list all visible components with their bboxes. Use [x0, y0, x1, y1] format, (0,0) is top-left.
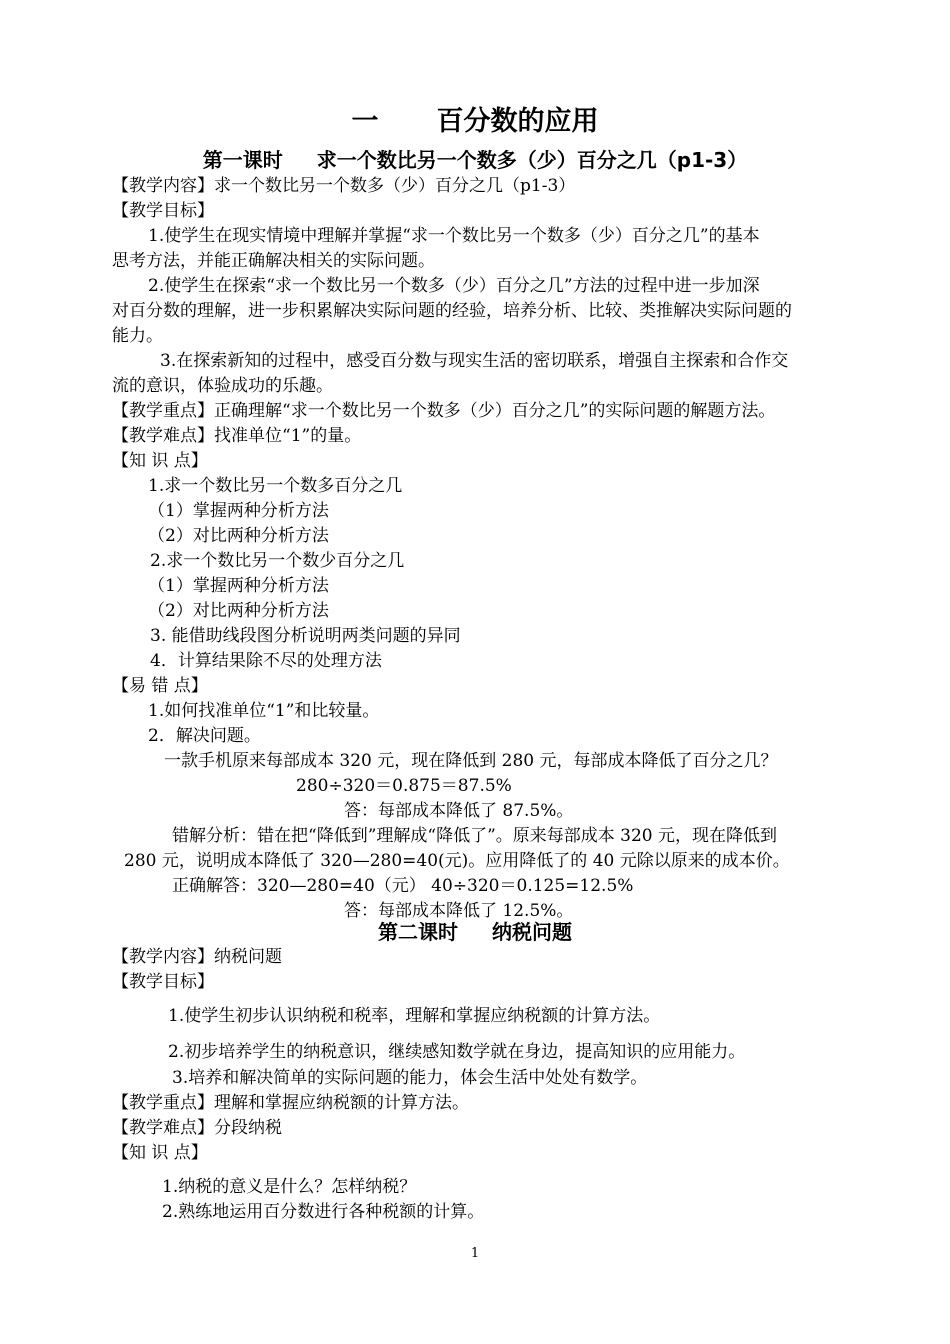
lesson1-goal2-line2: 对百分数的理解，进一步积累解决实际问题的经验，培养分析、比较、类推解决实际问题的: [112, 301, 792, 321]
lesson2-knowledge-2: 2.熟练地运用百分数进行各种税额的计算。: [162, 1202, 485, 1222]
lesson1-heading-label: 第一课时: [202, 148, 283, 172]
lesson1-content: 【教学内容】求一个数比另一个数多（少）百分之几（p1-3）: [112, 176, 576, 196]
lesson2-goal1: 1.使学生初步认识纳税和税率，理解和掌握应纳税额的计算方法。: [168, 1006, 661, 1026]
lesson2-key-point: 【教学重点】理解和掌握应纳税额的计算方法。: [112, 1093, 469, 1113]
chapter-title: [0, 104, 950, 140]
page-number: 1: [470, 1246, 480, 1261]
lesson1-correct-calc: 正确解答：320—280=40（元） 40÷320＝0.125=12.5%: [172, 876, 634, 896]
lesson2-knowledge-1: 1.纳税的意义是什么？怎样纳税？: [162, 1177, 417, 1197]
lesson2-content: 【教学内容】纳税问题: [112, 947, 282, 967]
lesson1-goal2-line1: 2.使学生在探索“求一个数比另一个数多（少）百分之几”方法的过程中进一步加深: [148, 276, 760, 296]
lesson1-error-1: 1.如何找准单位“1”和比较量。: [148, 701, 380, 721]
lesson1-wrong-answer: 答：每部成本降低了 87.5%。: [344, 801, 574, 821]
lesson1-goals-label: 【教学目标】: [112, 201, 214, 221]
lesson2-knowledge-label: 【知 识 点】: [112, 1143, 208, 1163]
lesson1-heading: [0, 146, 950, 174]
lesson1-goal2-line3: 能力。: [112, 326, 163, 346]
lesson1-key-point: 【教学重点】正确理解“求一个数比另一个数多（少）百分之几”的实际问题的解题方法。: [112, 401, 776, 421]
lesson1-error-2: 2．解决问题。: [148, 726, 261, 746]
lesson1-goal1-line2: 思考方法，并能正确解决相关的实际问题。: [112, 251, 435, 271]
chapter-title-text: 百分数的应用: [436, 106, 599, 137]
lesson1-knowledge-label: 【知 识 点】: [112, 451, 208, 471]
lesson2-goal2: 2.初步培养学生的纳税意识，继续感知数学就在身边，提高知识的应用能力。: [168, 1042, 746, 1062]
lesson1-knowledge-3: 3. 能借助线段图分析说明两类问题的异同: [150, 626, 461, 646]
lesson1-goal3-line2: 流的意识，体验成功的乐趣。: [112, 376, 333, 396]
lesson1-knowledge-2: 2.求一个数比另一个数少百分之几: [150, 551, 405, 571]
lesson1-errors-label: 【易 错 点】: [112, 676, 208, 696]
lesson1-analysis-line2: 280 元，说明成本降低了 320—280=40(元)。应用降低了的 40 元除以原来的成本价。: [124, 851, 790, 871]
lesson1-knowledge-1a: （1）掌握两种分析方法: [148, 501, 329, 521]
lesson1-wrong-calc: 280÷320＝0.875＝87.5%: [296, 776, 512, 796]
lesson1-difficult-point: 【教学难点】找准单位“1”的量。: [112, 426, 362, 446]
lesson1-goal1-line1: 1.使学生在现实情境中理解并掌握“求一个数比另一个数多（少）百分之几”的基本: [148, 226, 760, 246]
lesson2-goals-label: 【教学目标】: [112, 972, 214, 992]
lesson2-heading-topic: 纳税问题: [492, 920, 572, 944]
lesson2-heading-label: 第二课时: [378, 920, 458, 944]
lesson1-knowledge-2a: （1）掌握两种分析方法: [148, 576, 329, 596]
lesson2-difficult-point: 【教学难点】分段纳税: [112, 1118, 282, 1138]
chapter-number: 一: [351, 106, 379, 137]
lesson1-knowledge-1b: （2）对比两种分析方法: [148, 526, 329, 546]
lesson1-correct-answer: 答：每部成本降低了 12.5%。: [344, 901, 574, 921]
lesson1-problem: 一款手机原来每部成本 320 元，现在降低到 280 元，每部成本降低了百分之几？: [164, 751, 778, 771]
lesson1-knowledge-2b: （2）对比两种分析方法: [148, 601, 329, 621]
lesson1-knowledge-4: 4．计算结果除不尽的处理方法: [150, 651, 382, 671]
lesson1-knowledge-1: 1.求一个数比另一个数多百分之几: [148, 476, 403, 496]
lesson1-heading-topic: 求一个数比另一个数多（少）百分之几（p1-3）: [316, 148, 748, 172]
lesson1-goal3-line1: 3.在探索新知的过程中，感受百分数与现实生活的密切联系，增强自主探索和合作交: [160, 351, 789, 371]
lesson2-goal3: 3.培养和解决简单的实际问题的能力，体会生活中处处有数学。: [172, 1068, 648, 1088]
lesson1-analysis-line1: 错解分析：错在把“降低到”理解成“降低了”。原来每部成本 320 元，现在降低到: [172, 826, 778, 846]
lesson2-heading: [0, 918, 950, 946]
